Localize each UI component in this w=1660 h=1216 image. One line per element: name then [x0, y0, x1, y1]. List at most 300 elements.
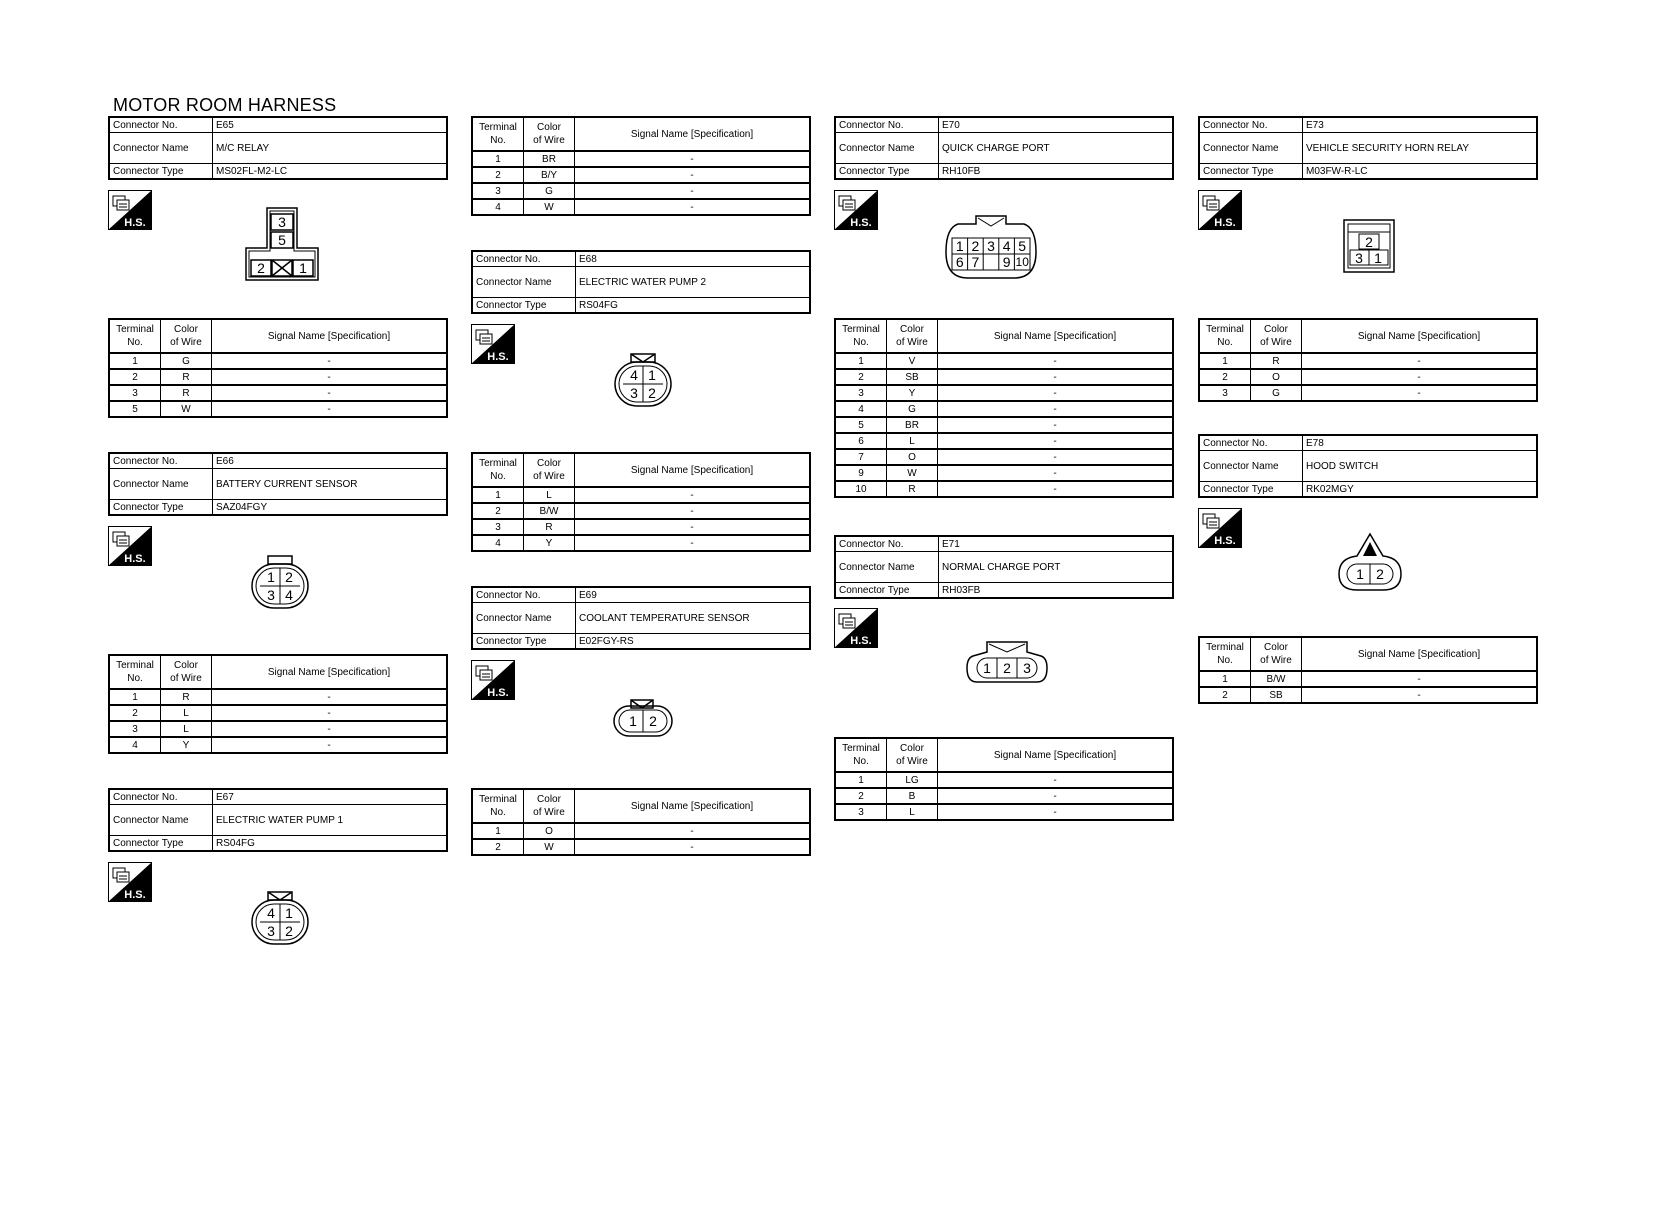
wire-color: LG — [887, 772, 938, 788]
connector-face-diagram — [944, 214, 1038, 280]
connector-label: Connector Name — [472, 267, 576, 298]
signal-name: - — [575, 183, 811, 199]
harness-side-icon — [1198, 508, 1242, 548]
connector-number: E65 — [213, 117, 448, 133]
connector-name: M/C RELAY — [213, 133, 448, 164]
signal-name: - — [212, 385, 448, 401]
wire-color-header: Color of Wire — [161, 655, 212, 689]
pin-number: 1 — [285, 905, 293, 921]
connector-label: Connector No. — [109, 789, 213, 805]
signal-name: - — [212, 737, 448, 753]
signal-name-header: Signal Name [Specification] — [212, 319, 448, 353]
signal-name: - — [938, 385, 1174, 401]
connector-number: E73 — [1303, 117, 1538, 133]
terminal-no: 6 — [835, 433, 887, 449]
connector-info-table — [1198, 116, 1538, 180]
svg-text:H.S.: H.S. — [124, 889, 146, 901]
table-row — [472, 535, 810, 551]
wire-color: Y — [887, 385, 938, 401]
terminal-no-header: Terminal No. — [472, 789, 524, 823]
svg-text:H.S.: H.S. — [124, 217, 146, 229]
pin-number: 1 — [267, 569, 275, 585]
signal-name: - — [938, 433, 1174, 449]
signal-name: - — [212, 689, 448, 705]
terminal-no: 1 — [109, 353, 161, 369]
table-row — [1199, 687, 1537, 703]
terminal-no: 2 — [1199, 369, 1251, 385]
page-title: MOTOR ROOM HARNESS — [113, 95, 337, 115]
wire-color: G — [524, 183, 575, 199]
table-row — [472, 503, 810, 519]
connector-face-diagram — [965, 640, 1049, 684]
terminal-no: 3 — [109, 385, 161, 401]
signal-name-header: Signal Name [Specification] — [1302, 319, 1538, 353]
signal-name: - — [1302, 369, 1538, 385]
table-row — [472, 519, 810, 535]
pin-number: 2 — [649, 713, 657, 729]
connector-type: RS04FG — [576, 298, 811, 314]
connector-face-diagram — [244, 206, 320, 282]
connector-label: Connector Name — [109, 133, 213, 164]
connector-info-table — [108, 116, 448, 180]
table-row — [109, 353, 447, 369]
table-row — [109, 737, 447, 753]
table-row — [835, 401, 1173, 417]
wire-color: Y — [161, 737, 212, 753]
table-row — [835, 417, 1173, 433]
table-row — [835, 433, 1173, 449]
wire-color: R — [524, 519, 575, 535]
connector-info-table — [834, 116, 1174, 180]
terminal-no: 7 — [835, 449, 887, 465]
wire-color: BR — [887, 417, 938, 433]
connector-face-diagram — [1342, 218, 1396, 274]
terminal-no: 10 — [835, 481, 887, 497]
wire-color: Y — [524, 535, 575, 551]
terminal-no: 1 — [1199, 671, 1251, 687]
wire-color-header: Color of Wire — [887, 738, 938, 772]
terminal-no: 1 — [472, 487, 524, 503]
wire-color: O — [887, 449, 938, 465]
wire-color: L — [887, 804, 938, 820]
connector-type: RH03FB — [939, 583, 1174, 599]
terminal-no-header: Terminal No. — [109, 655, 161, 689]
connector-label: Connector Name — [109, 469, 213, 500]
table-row — [109, 689, 447, 705]
terminal-no: 4 — [472, 535, 524, 551]
terminal-no-header: Terminal No. — [472, 117, 524, 151]
table-row — [1199, 369, 1537, 385]
pin-number: 2 — [285, 923, 293, 939]
terminal-no-header: Terminal No. — [1199, 319, 1251, 353]
wire-color: R — [161, 369, 212, 385]
connector-info-table — [471, 586, 811, 650]
terminal-no: 2 — [835, 788, 887, 804]
connector-label: Connector Name — [1199, 133, 1303, 164]
wire-color: L — [887, 433, 938, 449]
pin-number: 2 — [1365, 234, 1373, 250]
signal-name: - — [938, 369, 1174, 385]
table-row — [472, 167, 810, 183]
wire-color-header: Color of Wire — [1251, 319, 1302, 353]
terminal-no: 3 — [835, 804, 887, 820]
connector-face-diagram — [248, 554, 312, 612]
pin-number: 1 — [648, 367, 656, 383]
pin-number: 2 — [1376, 566, 1384, 582]
connector-number: E78 — [1303, 435, 1538, 451]
terminal-no: 2 — [109, 705, 161, 721]
signal-name-header: Signal Name [Specification] — [212, 655, 448, 689]
table-row — [472, 199, 810, 215]
pin-number: 2 — [257, 260, 265, 276]
pin-number: 2 — [285, 569, 293, 585]
table-row — [835, 353, 1173, 369]
svg-text:H.S.: H.S. — [1214, 217, 1236, 229]
terminal-table — [1198, 636, 1538, 704]
wire-color: R — [1251, 353, 1302, 369]
harness-side-icon — [108, 526, 152, 566]
table-row — [109, 369, 447, 385]
wire-color: G — [1251, 385, 1302, 401]
pin-number: 5 — [278, 232, 286, 248]
table-row — [835, 788, 1173, 804]
signal-name: - — [938, 481, 1174, 497]
wire-color-header: Color of Wire — [887, 319, 938, 353]
signal-name-header: Signal Name [Specification] — [575, 453, 811, 487]
wire-color: W — [524, 199, 575, 215]
connector-label: Connector Name — [472, 603, 576, 634]
connector-info-table — [471, 250, 811, 314]
signal-name: - — [575, 535, 811, 551]
connector-label: Connector No. — [1199, 117, 1303, 133]
table-row — [1199, 353, 1537, 369]
terminal-table — [834, 737, 1174, 821]
table-row — [1199, 385, 1537, 401]
connector-label: Connector No. — [835, 117, 939, 133]
connector-name: ELECTRIC WATER PUMP 1 — [213, 805, 448, 836]
signal-name-header: Signal Name [Specification] — [938, 319, 1174, 353]
connector-type: RS04FG — [213, 836, 448, 852]
pin-number: 2 — [971, 238, 980, 254]
wire-color: B/Y — [524, 167, 575, 183]
pin-number: 1 — [955, 238, 964, 254]
pin-number: 9 — [1002, 254, 1011, 270]
wire-color: SB — [887, 369, 938, 385]
pin-number: 3 — [987, 238, 995, 254]
table-row — [472, 151, 810, 167]
table-row — [835, 804, 1173, 820]
terminal-no-header: Terminal No. — [109, 319, 161, 353]
pin-number: 1 — [1374, 250, 1382, 266]
harness-side-icon — [834, 190, 878, 230]
connector-label: Connector Type — [109, 500, 213, 516]
connector-number: E66 — [213, 453, 448, 469]
connector-type: M03FW-R-LC — [1303, 164, 1538, 180]
connector-type: MS02FL-M2-LC — [213, 164, 448, 180]
connector-label: Connector Name — [1199, 451, 1303, 482]
signal-name: - — [1302, 687, 1538, 703]
pin-number: 5 — [1018, 238, 1027, 254]
terminal-no: 2 — [109, 369, 161, 385]
pin-number: 3 — [278, 214, 286, 230]
table-row — [835, 465, 1173, 481]
table-row — [109, 705, 447, 721]
signal-name: - — [575, 519, 811, 535]
harness-side-icon — [108, 862, 152, 902]
wire-color: W — [161, 401, 212, 417]
terminal-no: 1 — [835, 353, 887, 369]
wire-color: L — [161, 721, 212, 737]
table-row — [472, 839, 810, 855]
harness-side-icon — [108, 190, 152, 230]
connector-label: Connector Name — [835, 552, 939, 583]
pin-number: 1 — [983, 660, 991, 676]
pin-number: 3 — [1023, 660, 1031, 676]
pin-number: 1 — [1356, 566, 1364, 582]
signal-name: - — [575, 487, 811, 503]
pin-number: 2 — [1003, 660, 1011, 676]
pin-number: 3 — [267, 923, 275, 939]
signal-name: - — [575, 199, 811, 215]
pin-number: 2 — [648, 385, 656, 401]
terminal-no-header: Terminal No. — [835, 738, 887, 772]
signal-name: - — [938, 788, 1174, 804]
signal-name: - — [938, 772, 1174, 788]
wire-color: G — [161, 353, 212, 369]
pin-number: 3 — [1355, 250, 1363, 266]
connector-label: Connector No. — [109, 117, 213, 133]
wire-color: G — [887, 401, 938, 417]
connector-info-table — [834, 535, 1174, 599]
pin-number: 6 — [955, 254, 964, 270]
svg-text:H.S.: H.S. — [850, 635, 872, 647]
connector-label: Connector No. — [472, 251, 576, 267]
terminal-no: 5 — [109, 401, 161, 417]
table-row — [109, 401, 447, 417]
terminal-no: 4 — [109, 737, 161, 753]
terminal-no-header: Terminal No. — [472, 453, 524, 487]
terminal-no: 3 — [1199, 385, 1251, 401]
connector-number: E70 — [939, 117, 1174, 133]
wire-color: W — [887, 465, 938, 481]
connector-name: COOLANT TEMPERATURE SENSOR — [576, 603, 811, 634]
terminal-no: 4 — [835, 401, 887, 417]
connector-number: E69 — [576, 587, 811, 603]
connector-name: BATTERY CURRENT SENSOR — [213, 469, 448, 500]
terminal-table — [108, 654, 448, 754]
wire-color: R — [161, 385, 212, 401]
connector-number: E68 — [576, 251, 811, 267]
wire-color: O — [1251, 369, 1302, 385]
connector-type: RK02MGY — [1303, 482, 1538, 498]
terminal-table — [471, 116, 811, 216]
pin-number: 4 — [267, 905, 275, 921]
wire-color-header: Color of Wire — [524, 789, 575, 823]
pin-number: 1 — [299, 260, 307, 276]
signal-name: - — [212, 721, 448, 737]
terminal-table — [471, 452, 811, 552]
terminal-no: 4 — [472, 199, 524, 215]
connector-label: Connector Type — [109, 836, 213, 852]
connector-face-diagram — [611, 698, 675, 738]
terminal-no-header: Terminal No. — [835, 319, 887, 353]
connector-label: Connector Type — [472, 298, 576, 314]
signal-name: - — [938, 804, 1174, 820]
signal-name: - — [212, 705, 448, 721]
terminal-no: 2 — [472, 167, 524, 183]
signal-name: - — [575, 823, 811, 839]
connector-type: RH10FB — [939, 164, 1174, 180]
svg-text:H.S.: H.S. — [850, 217, 872, 229]
table-row — [1199, 671, 1537, 687]
wire-color-header: Color of Wire — [161, 319, 212, 353]
pin-number: 1 — [629, 713, 637, 729]
connector-label: Connector No. — [109, 453, 213, 469]
connector-face-diagram — [1337, 532, 1403, 592]
signal-name: - — [1302, 671, 1538, 687]
pin-number: 3 — [630, 385, 638, 401]
connector-number: E71 — [939, 536, 1174, 552]
terminal-no: 1 — [472, 823, 524, 839]
connector-face-diagram — [611, 352, 675, 410]
connector-info-table — [108, 788, 448, 852]
wire-color: V — [887, 353, 938, 369]
connector-label: Connector No. — [472, 587, 576, 603]
signal-name: - — [575, 167, 811, 183]
table-row — [835, 369, 1173, 385]
svg-text:H.S.: H.S. — [1214, 535, 1236, 547]
table-row — [109, 721, 447, 737]
terminal-no: 9 — [835, 465, 887, 481]
terminal-no: 3 — [472, 519, 524, 535]
signal-name: - — [1302, 385, 1538, 401]
signal-name-header: Signal Name [Specification] — [575, 117, 811, 151]
table-row — [109, 385, 447, 401]
terminal-no: 1 — [1199, 353, 1251, 369]
connector-label: Connector No. — [1199, 435, 1303, 451]
terminal-no-header: Terminal No. — [1199, 637, 1251, 671]
connector-label: Connector Type — [835, 164, 939, 180]
signal-name: - — [938, 353, 1174, 369]
signal-name: - — [575, 151, 811, 167]
table-row — [472, 487, 810, 503]
connector-type: E02FGY-RS — [576, 634, 811, 650]
terminal-no: 3 — [835, 385, 887, 401]
svg-text:H.S.: H.S. — [124, 553, 146, 565]
signal-name: - — [938, 417, 1174, 433]
pin-number: 10 — [1015, 255, 1029, 269]
signal-name-header: Signal Name [Specification] — [1302, 637, 1538, 671]
connector-label: Connector No. — [835, 536, 939, 552]
connector-name: HOOD SWITCH — [1303, 451, 1538, 482]
terminal-no: 2 — [472, 503, 524, 519]
wire-color-header: Color of Wire — [1251, 637, 1302, 671]
wire-color: R — [161, 689, 212, 705]
table-row — [835, 385, 1173, 401]
connector-name: QUICK CHARGE PORT — [939, 133, 1174, 164]
table-row — [835, 772, 1173, 788]
signal-name: - — [212, 369, 448, 385]
pin-number: 4 — [285, 587, 293, 603]
connector-label: Connector Type — [1199, 482, 1303, 498]
table-row — [835, 449, 1173, 465]
wire-color: L — [524, 487, 575, 503]
connector-name: ELECTRIC WATER PUMP 2 — [576, 267, 811, 298]
wire-color: W — [524, 839, 575, 855]
wire-color: O — [524, 823, 575, 839]
wire-color: SB — [1251, 687, 1302, 703]
wire-color: B/W — [1251, 671, 1302, 687]
svg-text:H.S.: H.S. — [487, 687, 509, 699]
terminal-no: 3 — [472, 183, 524, 199]
table-row — [472, 823, 810, 839]
wire-color: R — [887, 481, 938, 497]
pin-number: 7 — [971, 254, 980, 270]
harness-side-icon — [1198, 190, 1242, 230]
terminal-no: 2 — [472, 839, 524, 855]
signal-name: - — [575, 503, 811, 519]
connector-type: SAZ04FGY — [213, 500, 448, 516]
signal-name: - — [938, 449, 1174, 465]
connector-name: NORMAL CHARGE PORT — [939, 552, 1174, 583]
signal-name: - — [575, 839, 811, 855]
connector-label: Connector Type — [1199, 164, 1303, 180]
signal-name: - — [212, 353, 448, 369]
connector-info-table — [1198, 434, 1538, 498]
harness-side-icon — [834, 608, 878, 648]
signal-name: - — [938, 401, 1174, 417]
connector-name: VEHICLE SECURITY HORN RELAY — [1303, 133, 1538, 164]
wire-color: L — [161, 705, 212, 721]
terminal-table — [1198, 318, 1538, 402]
wire-color-header: Color of Wire — [524, 453, 575, 487]
connector-label: Connector Name — [109, 805, 213, 836]
connector-number: E67 — [213, 789, 448, 805]
connector-label: Connector Type — [472, 634, 576, 650]
terminal-table — [471, 788, 811, 856]
connector-face-diagram — [248, 890, 312, 946]
terminal-no: 1 — [835, 772, 887, 788]
signal-name: - — [212, 401, 448, 417]
terminal-no: 5 — [835, 417, 887, 433]
terminal-no: 2 — [835, 369, 887, 385]
wire-color: B/W — [524, 503, 575, 519]
pin-number: 4 — [1002, 238, 1011, 254]
terminal-table — [834, 318, 1174, 498]
terminal-table — [108, 318, 448, 418]
connector-label: Connector Type — [835, 583, 939, 599]
terminal-no: 1 — [472, 151, 524, 167]
table-row — [835, 481, 1173, 497]
connector-info-table — [108, 452, 448, 516]
signal-name-header: Signal Name [Specification] — [938, 738, 1174, 772]
signal-name: - — [1302, 353, 1538, 369]
connector-label: Connector Type — [109, 164, 213, 180]
connector-label: Connector Name — [835, 133, 939, 164]
wire-color-header: Color of Wire — [524, 117, 575, 151]
terminal-no: 1 — [109, 689, 161, 705]
svg-text:H.S.: H.S. — [487, 351, 509, 363]
harness-side-icon — [471, 324, 515, 364]
pin-number: 3 — [267, 587, 275, 603]
terminal-no: 2 — [1199, 687, 1251, 703]
wire-color: B — [887, 788, 938, 804]
terminal-no: 3 — [109, 721, 161, 737]
table-row — [472, 183, 810, 199]
signal-name-header: Signal Name [Specification] — [575, 789, 811, 823]
signal-name: - — [938, 465, 1174, 481]
wire-color: BR — [524, 151, 575, 167]
